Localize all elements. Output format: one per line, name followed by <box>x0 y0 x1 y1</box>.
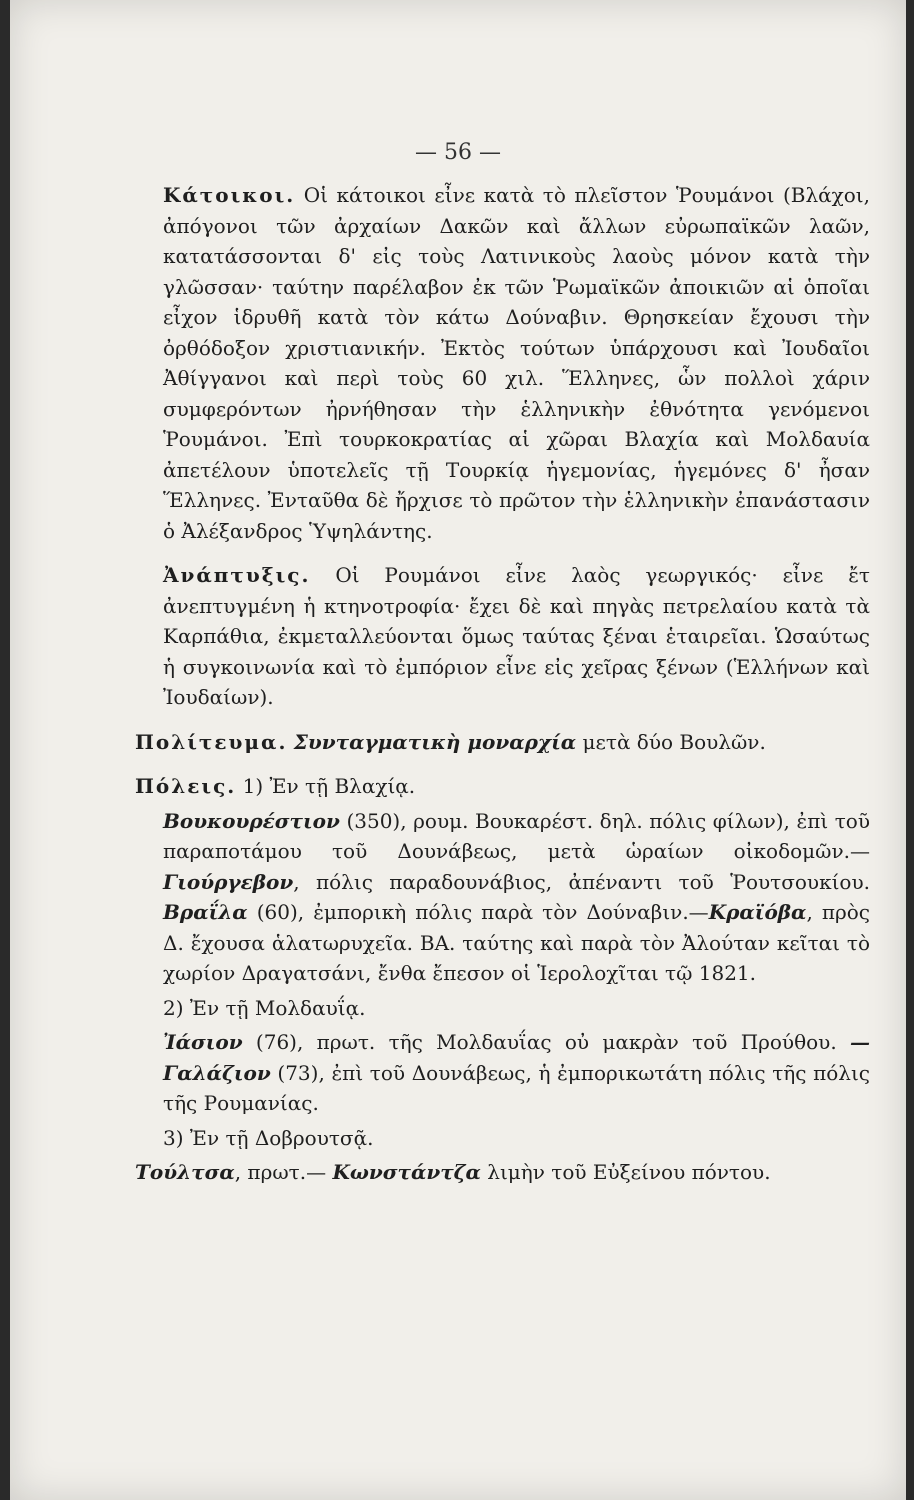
anaptyxis-heading: Ἀνάπτυξις. <box>163 563 311 587</box>
page-content <box>135 180 870 1192</box>
city-braila: Βραΐλα <box>163 900 248 924</box>
katoikoi-heading: Κάτοικοι. <box>163 183 296 207</box>
city-bucharest-text: (350), ρουμ. Βουκαρέστ. δηλ. πόλις φίλων), ἐπὶ τοῦ παραποτάμου τοῦ Δουνάβεως, μετὰ ὡραίων οἰκοδομῶν.— <box>163 808 870 863</box>
poleis-heading-line <box>135 771 870 802</box>
katoikoi-paragraph <box>135 180 870 546</box>
city-iasi-text: (76), πρωτ. τῆς Μολδαυΐας οὐ μακρὰν τοῦ Προύθου. <box>255 1030 837 1054</box>
city-tulcea-text: , πρωτ.— <box>234 1160 327 1184</box>
city-tulcea: Τούλτσα <box>135 1160 235 1184</box>
city-braila-text: (60), ἐμπορικὴ πόλις παρὰ τὸν Δούναβιν.— <box>256 900 709 924</box>
city-galati: —Γαλάζιον <box>163 1030 870 1085</box>
book-page <box>10 0 906 1500</box>
politeuma-text: μετὰ δύο Βουλῶν. <box>582 729 766 754</box>
poleis-sub1: 1) Ἐν τῇ Βλαχίᾳ. <box>242 774 416 798</box>
poleis-sub3: 3) Ἐν τῇ Δοβρουτσᾷ. <box>163 1125 374 1150</box>
city-galati-text: (73), ἐπὶ τοῦ Δουνάβεως, ἡ ἐμπορικωτάτη πόλις τῆς πόλις τῆς Ρουμανίας. <box>163 1060 870 1115</box>
poleis-heading: Πόλεις. <box>135 774 237 798</box>
politeuma-bold: Συνταγματικὴ μοναρχία <box>293 729 577 754</box>
poleis-dobrudja-paragraph <box>135 1157 870 1188</box>
katoikoi-text: Οἱ κάτοικοι εἶνε κατὰ τὸ πλεῖστον Ῥουμάνοι (Βλάχοι, ἀπόγονοι τῶν ἀρχαίων Δακῶν καὶ ἄλλων εὐρωπαϊκῶν λαῶν, κατατάσσονται δ' εἰς τοὺς Λατινικοὺς λαοὺς μόνον κατὰ τὴν γλῶσσαν· ταύτην παρέλαβον ἐκ τῶν Ῥωμαϊκῶν ἀποικιῶν αἱ ὁποῖαι εἶχον ἱδρυθῆ κατὰ τὸν κάτω Δούναβιν. Θρησκείαν ἔχουσι τὴν ὀρθόδοξον χριστιανικήν. Ἐκτὸς τούτων ὑπάρχουσι καὶ Ἰουδαῖοι Ἀθίγγανοι καὶ περὶ τοὺς 60 χιλ. Ἕλληνες, ὧν πολλοὶ χάριν συμφερόντων ἠρνήθησαν τὴν ἑλληνικὴν ἐθνότητα γενόμενοι Ῥουμάνοι. Ἐπὶ τουρκοκρατίας αἱ χῶραι Βλαχία καὶ Μολδαυία ἀπετέλουν ὑποτελεῖς τῇ Τουρκίᾳ ἡγεμονίας, ἡγεμόνες δ' ἦσαν Ἕλληνες. Ἐνταῦθα δὲ ἤρχισε τὸ πρῶτον τὴν ἑλληνικὴν ἐπανάστασιν ὁ Ἀλέξανδρος Ὑψηλάντης. <box>163 183 871 543</box>
city-constanta: Κωνστάντζα <box>332 1160 481 1184</box>
politeuma-heading: Πολίτευμα. <box>135 729 288 754</box>
city-constanta-text: λιμὴν τοῦ Εὐξείνου πόντου. <box>487 1160 771 1184</box>
city-craiova-text: , πρὸς Δ. ἔχουσα ἁλατωρυχεῖα. ΒΑ. ταύτης καὶ παρὰ τὸν Ἀλούταν κεῖται τὸ χωρίον Δραγατσάνι, ἔνθα ἔπεσον οἱ Ἱερολοχῖται τῷ 1821. <box>163 900 870 985</box>
poleis-sub2: 2) Ἐν τῇ Μολδαυΐᾳ. <box>163 995 366 1020</box>
city-bucharest: Βουκουρέστιον <box>163 808 340 833</box>
poleis-vlachia-paragraph <box>135 806 870 989</box>
politeuma-paragraph <box>135 727 870 758</box>
city-craiova: Κραϊόβα <box>708 900 807 924</box>
poleis-moldavia-paragraph <box>135 1027 870 1119</box>
anaptyxis-paragraph <box>135 560 870 713</box>
city-giurgiu-text: , πόλις παραδουνάβιος, ἀπέναντι τοῦ Ῥουτσουκίου. <box>293 869 870 894</box>
page-number: — 56 — <box>415 140 501 165</box>
city-iasi: Ἰάσιον <box>163 1030 243 1054</box>
anaptyxis-text: Οἱ Ρουμάνοι εἶνε λαὸς γεωργικός· εἶνε ἔτ ἀνεπτυγμένη ἡ κτηνοτροφία· ἔχει δὲ καὶ πηγὰς πετρελαίου κατὰ τὰ Καρπάθια, ἐκμεταλλεύονται ὅμως ταύτας ξέναι ἑταιρεῖαι. Ὡσαύτως ἡ συγκοινωνία καὶ τὸ ἐμπόριον εἶνε εἰς χεῖρας ξένων (Ἑλλήνων καὶ Ἰουδαίων). <box>163 563 870 709</box>
city-giurgiu: Γιούργεβον <box>163 869 294 894</box>
